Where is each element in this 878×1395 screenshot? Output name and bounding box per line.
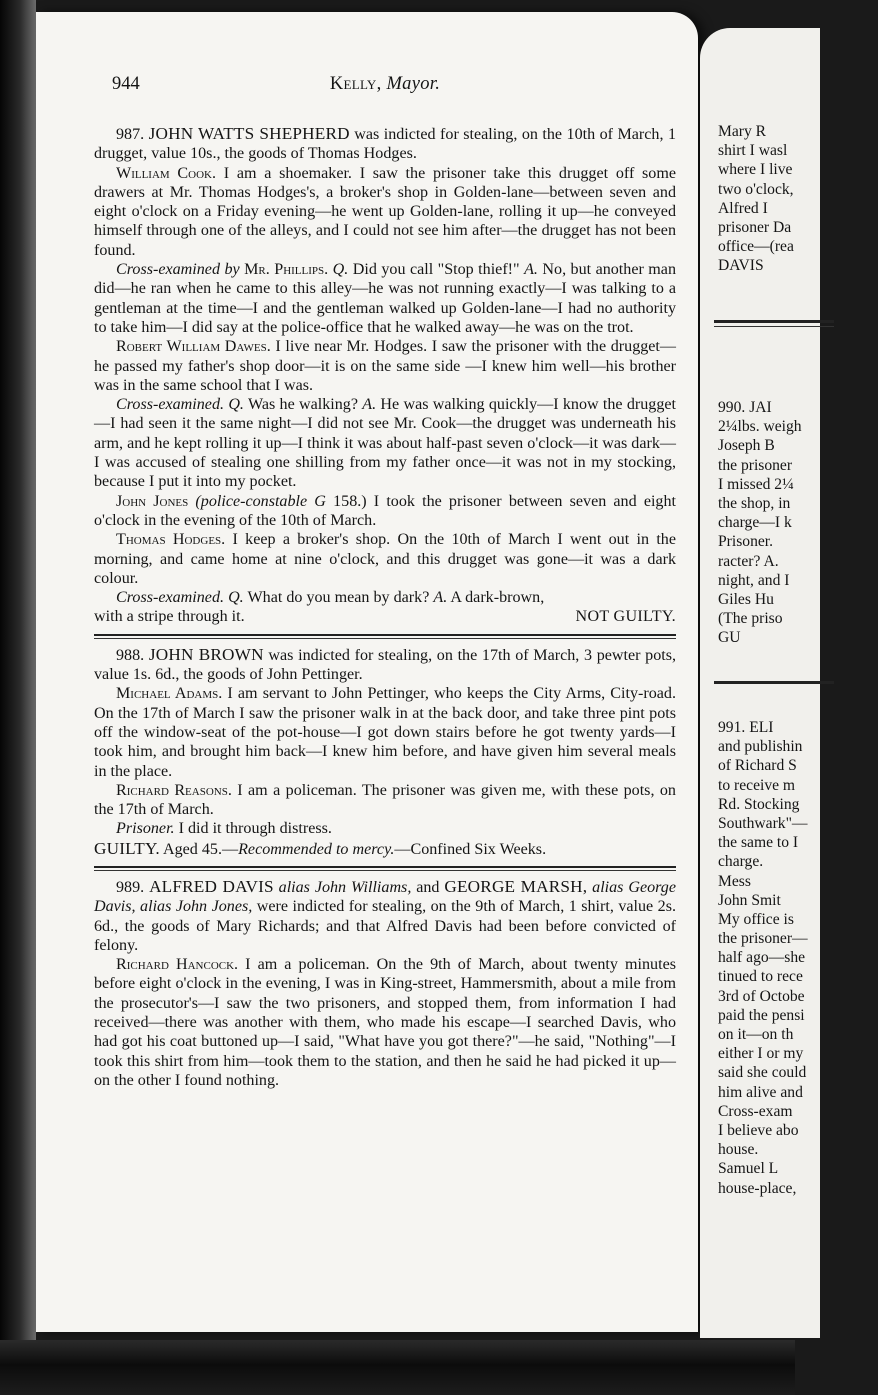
right-page-line: to receive m (718, 776, 796, 794)
verdict: GUILTY. (94, 838, 160, 858)
witness-role: (police-constable G (195, 492, 326, 510)
right-page-line: Cross-exam (718, 1102, 793, 1120)
right-page-column-b (718, 398, 878, 647)
right-page-line: Samuel L (718, 1160, 779, 1178)
right-page-line: Prisoner. (718, 533, 774, 551)
question-text: What do you mean by dark? (247, 589, 430, 607)
testimony-text: I am a policeman. On the 9th of March, about twenty minutes before eight o'clock in the evening, I was in King-street, Hammersmith, about a mile from the prosecutor's—I saw the two prisoners, and stopped them, from information I had received—there was another with them, who made his escape—I searched Davis, who had got his coat buttoned up—I said, "What have you got there?"—he said, "Nothing"—I took this shirt from him—took them to the station, and then he said he had picked it up—on the other I found nothing. (94, 956, 676, 1089)
right-case-divider (714, 320, 834, 323)
right-page-line: Giles Hu (718, 590, 774, 608)
testimony-text: I am a policeman. The prisoner was given me, with these pots, on the 17th of March. (94, 781, 676, 819)
testimony-thomas-hodges (94, 530, 676, 588)
left-page (36, 12, 698, 1332)
right-page-line: paid the pensi (718, 1006, 805, 1024)
cross-exam-label: Cross-examined. (116, 589, 225, 607)
witness-name: Richard Reasons. (116, 781, 232, 799)
case-divider-thin (94, 870, 676, 871)
right-page-line: said she could (718, 1064, 807, 1082)
case-987 (94, 124, 676, 627)
answer-text: A dark-brown, (447, 589, 545, 607)
right-page-line: 991. ELI (718, 719, 774, 736)
right-page-line: tinued to rece (718, 968, 803, 986)
testimony-text: I took the prisoner between seven and eight o'clock in the evening of the 10th of March. (94, 492, 676, 529)
right-page-column-c (718, 718, 878, 1198)
age: Aged 45.— (159, 840, 239, 858)
constable-number: 158.) (333, 492, 367, 510)
case-988 (94, 645, 676, 859)
right-page-line: charge. (718, 853, 764, 871)
witness-name: William Cook. (116, 164, 217, 182)
cross-exam-label: Cross-examined. (116, 396, 225, 414)
right-page-line: Southwark"— (718, 814, 808, 832)
testimony-richard-reasons (94, 781, 676, 820)
right-page-line: 990. JAI (718, 399, 772, 416)
right-page-line: on it—on th (718, 1026, 794, 1043)
testimony-text: I am servant to John Pettinger, who keeps the City Arms, City-road. On the 17th of March I saw the prisoner walk in at the back door, and take three pint pots off the window-seat of the pot-house—I got down stairs before he got twenty yards—I took him, and brought him back—I knew him before, and have given him several meals in the place. (94, 685, 676, 780)
right-page-line: office—(rea (718, 238, 794, 256)
page-number: 944 (112, 74, 140, 94)
right-page-line: GU (718, 629, 741, 647)
right-page-line: DAVIS (718, 257, 764, 275)
answer-text: No, but another man did—he ran when he came to this alley—he was not running exactly—I was talking to a gentleman at the time—I and the gentleman walked up Golden-lane—I had no authority to take him—I did say at the police-office that he walked away—he was on the trot. (94, 261, 676, 336)
running-title-name: Kelly, (329, 74, 382, 94)
recommendation: Recommended to mercy. (238, 840, 395, 858)
right-case-divider (714, 681, 834, 684)
question-text: Did you call "Stop thief!" (352, 261, 520, 279)
case-number: 988. (116, 646, 145, 664)
verdict: NOT GUILTY. (575, 608, 676, 626)
right-page-line: 3rd of Octobe (718, 987, 805, 1005)
page-header (94, 74, 676, 100)
verdict-line (94, 839, 676, 859)
right-page-line: charge—I k (718, 514, 792, 532)
right-page-line: night, and I (718, 571, 790, 589)
witness-name: John Jones (116, 492, 189, 510)
cross-exam-label: Cross-examined by (116, 261, 240, 279)
running-title-office: Mayor. (386, 74, 441, 94)
witness-name: Robert William Dawes. (116, 338, 271, 356)
case-divider (94, 866, 676, 868)
right-page-line: I missed 2¼ (718, 475, 794, 493)
right-page-line: (The priso (718, 610, 783, 628)
right-page-line: My office is (718, 910, 794, 928)
testimony-richard-hancock (94, 955, 676, 1090)
right-page-line: shirt I wasl (718, 142, 788, 160)
testimony-william-cook (94, 164, 676, 260)
right-page-line: I believe abo (718, 1121, 799, 1139)
answer-marker: A. (524, 261, 538, 279)
witness-name: Thomas Hodges. (116, 531, 226, 549)
cross-exam-dawes (94, 395, 676, 491)
right-page-line: John Smit (718, 891, 781, 909)
case-number: 989. (116, 878, 145, 896)
defendant-name: JOHN BROWN (148, 644, 264, 664)
indictment-text: was indicted for stealing, on the 17th of March, 3 pewter pots, value 1s. 6d., the goods of John Pettinger. (94, 646, 677, 684)
book-binding-left (0, 0, 36, 1395)
right-page-line: where I live (718, 161, 793, 179)
question-marker: Q. (228, 589, 244, 607)
testimony-robert-dawes (94, 337, 676, 395)
right-page-line: two o'clock, (718, 180, 794, 198)
right-page-line: and publishin (718, 738, 803, 756)
statement-text: I did it through distress. (174, 820, 332, 838)
defendant-name: ALFRED DAVIS (149, 876, 274, 896)
right-page-fragment (700, 28, 820, 1338)
indictment-text: was indicted for stealing, on the 10th of March, 1 drugget, value 10s., the goods of Thomas Hodges. (94, 126, 677, 163)
right-page-line: 2¼lbs. weigh (718, 418, 802, 436)
testimony-john-jones (94, 492, 676, 531)
answer-text-end: with a stripe through it. (94, 608, 245, 626)
right-page-line: the shop, in (718, 494, 791, 512)
sentence: —Confined Six Weeks. (394, 840, 547, 858)
right-page-line: Mess (718, 872, 751, 890)
witness-name: Richard Hancock. (116, 956, 239, 974)
right-page-line: Mary R (718, 123, 767, 140)
prisoner-statement (94, 819, 676, 838)
witness-name: Michael Adams. (116, 685, 223, 703)
question-marker: Q. (228, 396, 244, 414)
running-title (94, 74, 676, 95)
right-page-line: either I or my (718, 1045, 804, 1063)
case-989 (94, 877, 676, 1090)
right-page-line: racter? A. (718, 552, 779, 570)
book-binding-bottom (0, 1340, 795, 1395)
right-page-column-a (718, 122, 878, 276)
question-text: Was he walking? (247, 396, 358, 414)
question-marker: Q. (332, 261, 349, 279)
right-page-line: half ago—she (718, 949, 806, 967)
testimony-text: I am a shoemaker. I saw the prisoner take this drugget off some drawers at Mr. Thomas Hodges's, a broker's shop in Golden-lane—between seven and eight o'clock on a Friday evening—he went up Golden-lane, rolling it up—he conveyed himself through one of the alleys, and I could not see him after—the drugget has not been found. (94, 164, 677, 259)
answer-marker: A. (433, 589, 448, 607)
right-page-line: him alive and (718, 1083, 803, 1101)
right-page-line: of Richard S (718, 757, 797, 775)
counsel-name: Mr. Phillips. (244, 261, 329, 279)
cross-exam-hodges (94, 588, 676, 607)
testimony-text: I keep a broker's shop. On the 10th of March I went out in the morning, and came home at nine o'clock, and this drugget was gone—it was a dark colour. (94, 531, 676, 587)
alias: alias John Williams, (273, 878, 412, 896)
alias-2: alias George Davis, alias John Jones, (94, 878, 676, 916)
verdict-line (94, 607, 676, 626)
case-988-heading (94, 645, 676, 685)
case-divider-thin (94, 638, 676, 639)
testimony-michael-adams (94, 684, 676, 780)
right-page-line: the prisoner (718, 456, 793, 474)
right-case-divider-thin (714, 326, 834, 327)
testimony-text: I live near Mr. Hodges. I saw the prisoner with the drugget—he passed my father's shop door—it is on the same side —I knew him well—his brother was in the same school that I was. (94, 338, 677, 394)
right-page-line: prisoner Da (718, 218, 792, 236)
page-content (94, 74, 676, 1090)
right-page-line: house-place, (718, 1179, 797, 1197)
case-989-heading (94, 877, 676, 955)
conjunction: and (411, 878, 445, 896)
right-page-line: Rd. Stocking (718, 795, 800, 813)
defendant-name: JOHN WATTS SHEPHERD (148, 124, 350, 143)
right-page-line: the prisoner— (718, 930, 808, 948)
prisoner-label: Prisoner. (116, 820, 175, 838)
defendant-name-2: GEORGE MARSH, (444, 876, 588, 896)
cross-exam-phillips (94, 260, 676, 337)
case-number: 987. (116, 126, 145, 143)
case-divider (94, 634, 676, 636)
right-page-line: Joseph B (718, 437, 775, 455)
right-page-line: the same to I (718, 834, 799, 852)
right-page-line: Alfred I (718, 199, 768, 217)
indictment-text: were indicted for stealing, on the 9th of March, 1 shirt, value 2s. 6d., the goods of Mary Richards; and that Alfred Davis had been before convicted of felony. (94, 898, 676, 954)
case-987-heading (94, 124, 676, 164)
answer-marker: A. (362, 396, 377, 414)
right-page-line: house. (718, 1141, 759, 1159)
answer-text: He was walking quickly—I know the drugget—I had seen it the same night—I did not see Mr. Cook—the drugget was underneath his arm, and he kept rolling it up—I think it was about half-past seven o'clock—it was dark—I was accused of stealing one shilling from my father once—it was not in my stocking, because I put it into my pocket. (94, 396, 677, 491)
